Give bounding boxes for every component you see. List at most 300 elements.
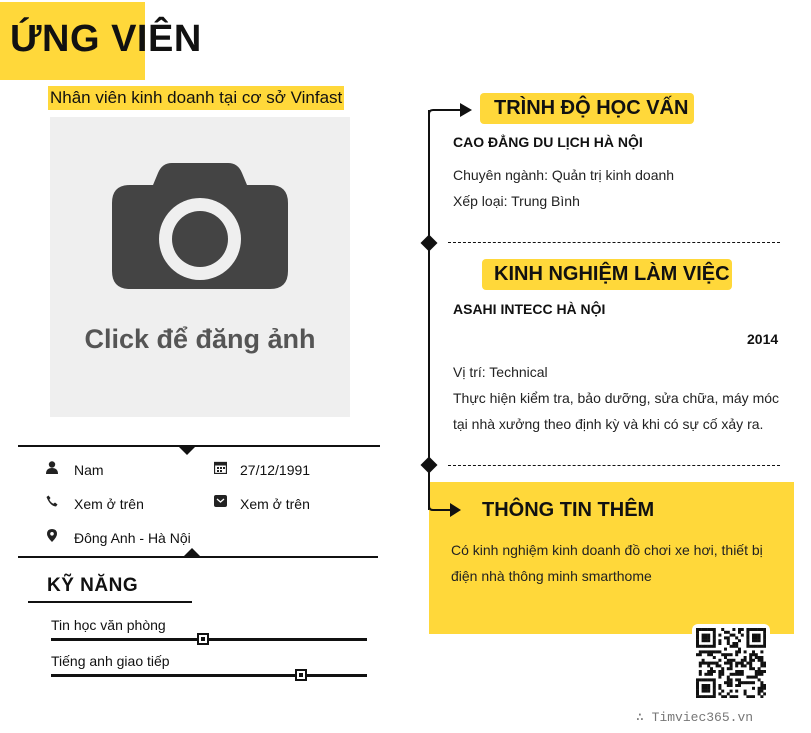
qr-module bbox=[718, 634, 721, 637]
qr-module bbox=[763, 631, 766, 634]
qr-module bbox=[738, 631, 741, 634]
qr-module bbox=[730, 684, 733, 687]
qr-module bbox=[718, 684, 721, 687]
photo-upload[interactable] bbox=[50, 117, 350, 417]
qr-module bbox=[752, 653, 755, 656]
qr-module bbox=[752, 676, 755, 679]
qr-module bbox=[713, 662, 716, 665]
map-pin-icon bbox=[44, 529, 60, 545]
qr-module bbox=[713, 681, 716, 684]
qr-module bbox=[727, 653, 730, 656]
qr-module bbox=[699, 695, 702, 698]
qr-module bbox=[735, 684, 738, 687]
qr-module bbox=[727, 676, 730, 679]
qr-module bbox=[752, 695, 755, 698]
candidate-name[interactable]: ỨNG VIÊN bbox=[10, 18, 202, 60]
qr-module bbox=[704, 636, 707, 639]
qr-module bbox=[713, 639, 716, 642]
experience-description[interactable]: tại nhà xưởng theo định kỳ và khi có sự cố xảy ra. bbox=[453, 416, 764, 432]
qr-module bbox=[749, 695, 752, 698]
qr-module bbox=[710, 650, 713, 653]
qr-module bbox=[704, 678, 707, 681]
qr-module bbox=[713, 631, 716, 634]
qr-module bbox=[702, 650, 705, 653]
qr-module bbox=[755, 653, 758, 656]
qr-module bbox=[749, 656, 752, 659]
qr-module bbox=[730, 659, 733, 662]
skills-underline bbox=[28, 601, 192, 603]
qr-module bbox=[744, 650, 747, 653]
qr-module bbox=[730, 645, 733, 648]
qr-module bbox=[727, 684, 730, 687]
qr-module bbox=[749, 664, 752, 667]
qr-module bbox=[710, 628, 713, 631]
qr-module bbox=[763, 684, 766, 687]
qr-module bbox=[696, 681, 699, 684]
qr-module bbox=[755, 676, 758, 679]
qr-module bbox=[735, 662, 738, 665]
qr-module bbox=[721, 673, 724, 676]
qr-module bbox=[724, 681, 727, 684]
qr-module bbox=[749, 659, 752, 662]
timeline-node bbox=[421, 235, 438, 252]
qr-module bbox=[730, 664, 733, 667]
qr-module bbox=[704, 684, 707, 687]
qr-module bbox=[724, 662, 727, 665]
qr-module bbox=[730, 678, 733, 681]
qr-module bbox=[746, 662, 749, 665]
qr-module bbox=[713, 656, 716, 659]
qr-module bbox=[707, 678, 710, 681]
qr-module bbox=[755, 639, 758, 642]
qr-module bbox=[699, 673, 702, 676]
qr-module bbox=[718, 692, 721, 695]
qr-module bbox=[730, 653, 733, 656]
qr-module bbox=[758, 634, 761, 637]
desired-position[interactable]: Nhân viên kinh doanh tại cơ sở Vinfast bbox=[48, 86, 344, 110]
qr-module bbox=[763, 642, 766, 645]
qr-module bbox=[704, 695, 707, 698]
qr-module bbox=[741, 670, 744, 673]
timeline-node bbox=[421, 457, 438, 474]
extra-info-text[interactable]: điện nhà thông minh smarthome bbox=[451, 568, 652, 584]
qr-module bbox=[702, 690, 705, 693]
qr-module bbox=[721, 667, 724, 670]
qr-module bbox=[702, 636, 705, 639]
experience-description[interactable]: Thực hiện kiểm tra, bảo dưỡng, sửa chữa, máy móc bbox=[453, 390, 780, 406]
qr-module bbox=[727, 642, 730, 645]
qr-module bbox=[721, 670, 724, 673]
qr-module bbox=[696, 695, 699, 698]
phone-value[interactable]: Xem ở trên bbox=[74, 496, 144, 512]
qr-module bbox=[749, 676, 752, 679]
qr-module bbox=[744, 664, 747, 667]
qr-module bbox=[707, 695, 710, 698]
qr-module bbox=[727, 639, 730, 642]
qr-module bbox=[696, 628, 699, 631]
qr-module bbox=[746, 642, 749, 645]
qr-module bbox=[735, 678, 738, 681]
qr-module bbox=[746, 639, 749, 642]
qr-module bbox=[696, 631, 699, 634]
qr-module bbox=[707, 628, 710, 631]
qr-module bbox=[746, 681, 749, 684]
timeline-line bbox=[428, 110, 430, 510]
qr-module bbox=[704, 673, 707, 676]
qr-module bbox=[696, 690, 699, 693]
qr-module bbox=[699, 664, 702, 667]
qr-module bbox=[735, 673, 738, 676]
qr-module bbox=[746, 631, 749, 634]
qr-module bbox=[752, 659, 755, 662]
experience-year[interactable]: 2014 bbox=[747, 331, 779, 347]
qr-module bbox=[727, 692, 730, 695]
qr-module bbox=[741, 681, 744, 684]
skill-slider-handle[interactable] bbox=[197, 633, 209, 645]
qr-module bbox=[724, 636, 727, 639]
qr-module bbox=[760, 656, 763, 659]
qr-module bbox=[760, 695, 763, 698]
qr-module bbox=[713, 670, 716, 673]
qr-module bbox=[699, 653, 702, 656]
user-icon bbox=[44, 461, 60, 477]
qr-module bbox=[758, 690, 761, 693]
qr-module bbox=[696, 653, 699, 656]
qr-module bbox=[738, 681, 741, 684]
phone-icon bbox=[44, 495, 60, 510]
qr-module bbox=[763, 670, 766, 673]
qr-module bbox=[727, 681, 730, 684]
email-value[interactable]: Xem ở trên bbox=[240, 496, 310, 512]
qr-module bbox=[707, 639, 710, 642]
qr-module bbox=[758, 639, 761, 642]
qr-module bbox=[735, 653, 738, 656]
qr-module bbox=[702, 659, 705, 662]
qr-module bbox=[732, 673, 735, 676]
qr-module bbox=[696, 692, 699, 695]
qr-module bbox=[738, 673, 741, 676]
qr-module bbox=[752, 681, 755, 684]
qr-module bbox=[704, 639, 707, 642]
qr-module bbox=[752, 639, 755, 642]
qr-module bbox=[704, 628, 707, 631]
skill-label[interactable]: Tiếng anh giao tiếp bbox=[51, 653, 170, 669]
qr-module bbox=[732, 659, 735, 662]
qr-module bbox=[724, 656, 727, 659]
qr-module bbox=[741, 673, 744, 676]
qr-module bbox=[735, 642, 738, 645]
qr-module bbox=[746, 695, 749, 698]
camera-icon bbox=[110, 161, 290, 291]
qr-module bbox=[732, 634, 735, 637]
qr-module bbox=[760, 681, 763, 684]
qr-module bbox=[755, 673, 758, 676]
qr-module bbox=[718, 670, 721, 673]
qr-module bbox=[746, 628, 749, 631]
qr-module bbox=[732, 695, 735, 698]
qr-module bbox=[738, 628, 741, 631]
qr-module bbox=[718, 642, 721, 645]
qr-module bbox=[696, 634, 699, 637]
qr-module bbox=[735, 645, 738, 648]
qr-module bbox=[755, 656, 758, 659]
qr-module bbox=[758, 659, 761, 662]
qr-module bbox=[760, 628, 763, 631]
qr-module bbox=[758, 678, 761, 681]
education-title: TRÌNH ĐỘ HỌC VẤN bbox=[494, 97, 689, 119]
qr-module bbox=[727, 636, 730, 639]
qr-module bbox=[727, 659, 730, 662]
qr-module bbox=[755, 645, 758, 648]
extra-info-text[interactable]: Có kinh nghiệm kinh doanh đồ chơi xe hơi, thiết bị bbox=[451, 542, 763, 558]
qr-module bbox=[710, 667, 713, 670]
qr-module bbox=[696, 684, 699, 687]
education-major[interactable]: Chuyên ngành: Quản trị kinh doanh bbox=[453, 167, 675, 183]
qr-module bbox=[741, 664, 744, 667]
qr-module bbox=[718, 687, 721, 690]
qr-module bbox=[724, 631, 727, 634]
qr-module bbox=[707, 636, 710, 639]
qr-module bbox=[730, 673, 733, 676]
qr-module bbox=[704, 634, 707, 637]
qr-module bbox=[746, 634, 749, 637]
timeline-arrow bbox=[428, 100, 474, 122]
qr-module bbox=[758, 628, 761, 631]
qr-module bbox=[760, 664, 763, 667]
qr-module bbox=[738, 670, 741, 673]
qr-module bbox=[760, 662, 763, 665]
qr-module bbox=[749, 681, 752, 684]
skill-slider-handle[interactable] bbox=[295, 669, 307, 681]
qr-module bbox=[721, 690, 724, 693]
qr-module bbox=[760, 670, 763, 673]
qr-module bbox=[699, 670, 702, 673]
qr-module bbox=[721, 695, 724, 698]
qr-module bbox=[760, 645, 763, 648]
qr-module bbox=[744, 659, 747, 662]
qr-module bbox=[735, 670, 738, 673]
qr-module bbox=[727, 662, 730, 665]
qr-module bbox=[755, 636, 758, 639]
qr-module bbox=[732, 642, 735, 645]
qr-module bbox=[707, 687, 710, 690]
qr-module bbox=[707, 662, 710, 665]
qr-module bbox=[702, 628, 705, 631]
qr-module bbox=[718, 639, 721, 642]
qr-module bbox=[713, 687, 716, 690]
qr-module bbox=[752, 650, 755, 653]
qr-module bbox=[721, 628, 724, 631]
qr-module bbox=[707, 650, 710, 653]
qr-module bbox=[755, 670, 758, 673]
qr-module bbox=[702, 687, 705, 690]
qr-module bbox=[702, 662, 705, 665]
address-value[interactable]: Đông Anh - Hà Nội bbox=[74, 530, 191, 546]
qr-module bbox=[727, 678, 730, 681]
qr-module bbox=[696, 636, 699, 639]
qr-module bbox=[749, 653, 752, 656]
qr-module bbox=[749, 645, 752, 648]
qr-module bbox=[707, 634, 710, 637]
qr-module bbox=[718, 650, 721, 653]
company-name[interactable]: ASAHI INTECC HÀ NỘI bbox=[453, 301, 606, 317]
qr-module bbox=[738, 678, 741, 681]
qr-module bbox=[741, 659, 744, 662]
qr-module bbox=[710, 645, 713, 648]
qr-module bbox=[763, 639, 766, 642]
qr-module bbox=[710, 678, 713, 681]
qr-module bbox=[704, 645, 707, 648]
gender-value[interactable]: Nam bbox=[74, 462, 104, 478]
qr-module bbox=[758, 656, 761, 659]
qr-module bbox=[746, 676, 749, 679]
qr-module bbox=[749, 662, 752, 665]
qr-module bbox=[758, 687, 761, 690]
qr-module bbox=[763, 664, 766, 667]
qr-module bbox=[760, 687, 763, 690]
qr-module bbox=[744, 681, 747, 684]
qr-module bbox=[724, 653, 727, 656]
skills-title: KỸ NĂNG bbox=[47, 575, 139, 596]
qr-module bbox=[758, 636, 761, 639]
qr-module bbox=[718, 673, 721, 676]
qr-module bbox=[746, 645, 749, 648]
qr-module bbox=[763, 634, 766, 637]
qr-module bbox=[702, 645, 705, 648]
qr-module bbox=[718, 676, 721, 679]
qr-module bbox=[710, 662, 713, 665]
qr-module bbox=[749, 667, 752, 670]
qr-module bbox=[752, 645, 755, 648]
qr-module bbox=[699, 645, 702, 648]
school-name[interactable]: CAO ĐẲNG DU LỊCH HÀ NỘI bbox=[453, 134, 643, 150]
education-grade[interactable]: Xếp loại: Trung Bình bbox=[453, 193, 580, 209]
qr-module bbox=[696, 639, 699, 642]
qr-module bbox=[713, 642, 716, 645]
birthday-value[interactable]: 27/12/1991 bbox=[240, 462, 311, 478]
qr-module bbox=[752, 687, 755, 690]
qr-module bbox=[760, 673, 763, 676]
timeline-arrow bbox=[428, 480, 464, 524]
qr-module bbox=[730, 690, 733, 693]
qr-module bbox=[704, 690, 707, 693]
qr-module bbox=[696, 642, 699, 645]
qr-module bbox=[758, 692, 761, 695]
qr-module bbox=[738, 648, 741, 651]
qr-module bbox=[710, 670, 713, 673]
divider-arrow bbox=[184, 548, 200, 556]
qr-module bbox=[732, 645, 735, 648]
qr-module bbox=[713, 650, 716, 653]
experience-role[interactable]: Vị trí: Technical bbox=[453, 364, 548, 380]
qr-module bbox=[713, 634, 716, 637]
qr-module bbox=[702, 695, 705, 698]
qr-module bbox=[738, 662, 741, 665]
qr-module bbox=[704, 662, 707, 665]
qr-module bbox=[741, 628, 744, 631]
qr-module bbox=[763, 628, 766, 631]
qr-module bbox=[713, 684, 716, 687]
qr-module bbox=[696, 678, 699, 681]
qr-module bbox=[758, 645, 761, 648]
qr-module bbox=[713, 692, 716, 695]
qr-module bbox=[755, 628, 758, 631]
qr-module bbox=[699, 650, 702, 653]
section-divider bbox=[448, 465, 780, 466]
qr-module bbox=[730, 662, 733, 665]
qr-module bbox=[763, 692, 766, 695]
qr-module bbox=[724, 648, 727, 651]
qr-module bbox=[752, 667, 755, 670]
qr-module bbox=[730, 634, 733, 637]
section-divider bbox=[448, 242, 780, 243]
qr-module bbox=[727, 667, 730, 670]
qr-module bbox=[707, 690, 710, 693]
qr-module bbox=[704, 650, 707, 653]
qr-module bbox=[707, 670, 710, 673]
qr-module bbox=[713, 695, 716, 698]
qr-module bbox=[710, 695, 713, 698]
qr-module bbox=[707, 664, 710, 667]
email-icon bbox=[212, 495, 228, 510]
qr-module bbox=[735, 636, 738, 639]
qr-module bbox=[758, 667, 761, 670]
qr-module bbox=[746, 636, 749, 639]
qr-module bbox=[713, 628, 716, 631]
qr-module bbox=[758, 673, 761, 676]
qr-module bbox=[749, 628, 752, 631]
qr-module bbox=[707, 673, 710, 676]
qr-module bbox=[710, 673, 713, 676]
qr-module bbox=[716, 662, 719, 665]
qr-module bbox=[707, 653, 710, 656]
qr-module bbox=[727, 631, 730, 634]
qr-module bbox=[758, 670, 761, 673]
qr-module bbox=[732, 628, 735, 631]
qr-module bbox=[738, 684, 741, 687]
qr-module bbox=[699, 662, 702, 665]
qr-module bbox=[735, 690, 738, 693]
divider-arrow bbox=[179, 447, 195, 455]
qr-module bbox=[763, 636, 766, 639]
qr-module bbox=[744, 692, 747, 695]
upload-photo-label: Click để đăng ảnh bbox=[84, 324, 316, 354]
qr-module bbox=[702, 634, 705, 637]
divider bbox=[18, 445, 380, 447]
qr-module bbox=[738, 650, 741, 653]
qr-module bbox=[752, 634, 755, 637]
qr-module bbox=[713, 690, 716, 693]
qr-module bbox=[755, 634, 758, 637]
skill-bar bbox=[51, 638, 367, 641]
qr-module bbox=[699, 678, 702, 681]
qr-module bbox=[702, 684, 705, 687]
qr-module bbox=[721, 653, 724, 656]
qr-module bbox=[702, 639, 705, 642]
qr-module bbox=[707, 684, 710, 687]
qr-module bbox=[741, 634, 744, 637]
qr-module bbox=[763, 687, 766, 690]
qr-module bbox=[710, 653, 713, 656]
qr-module bbox=[718, 664, 721, 667]
qr-module bbox=[716, 650, 719, 653]
qr-module bbox=[699, 628, 702, 631]
qr-code bbox=[692, 624, 770, 702]
qr-module bbox=[760, 650, 763, 653]
qr-module bbox=[713, 636, 716, 639]
skill-label[interactable]: Tin học văn phòng bbox=[51, 617, 166, 633]
footer-brand: ∴ Timviec365.vn bbox=[636, 710, 754, 725]
